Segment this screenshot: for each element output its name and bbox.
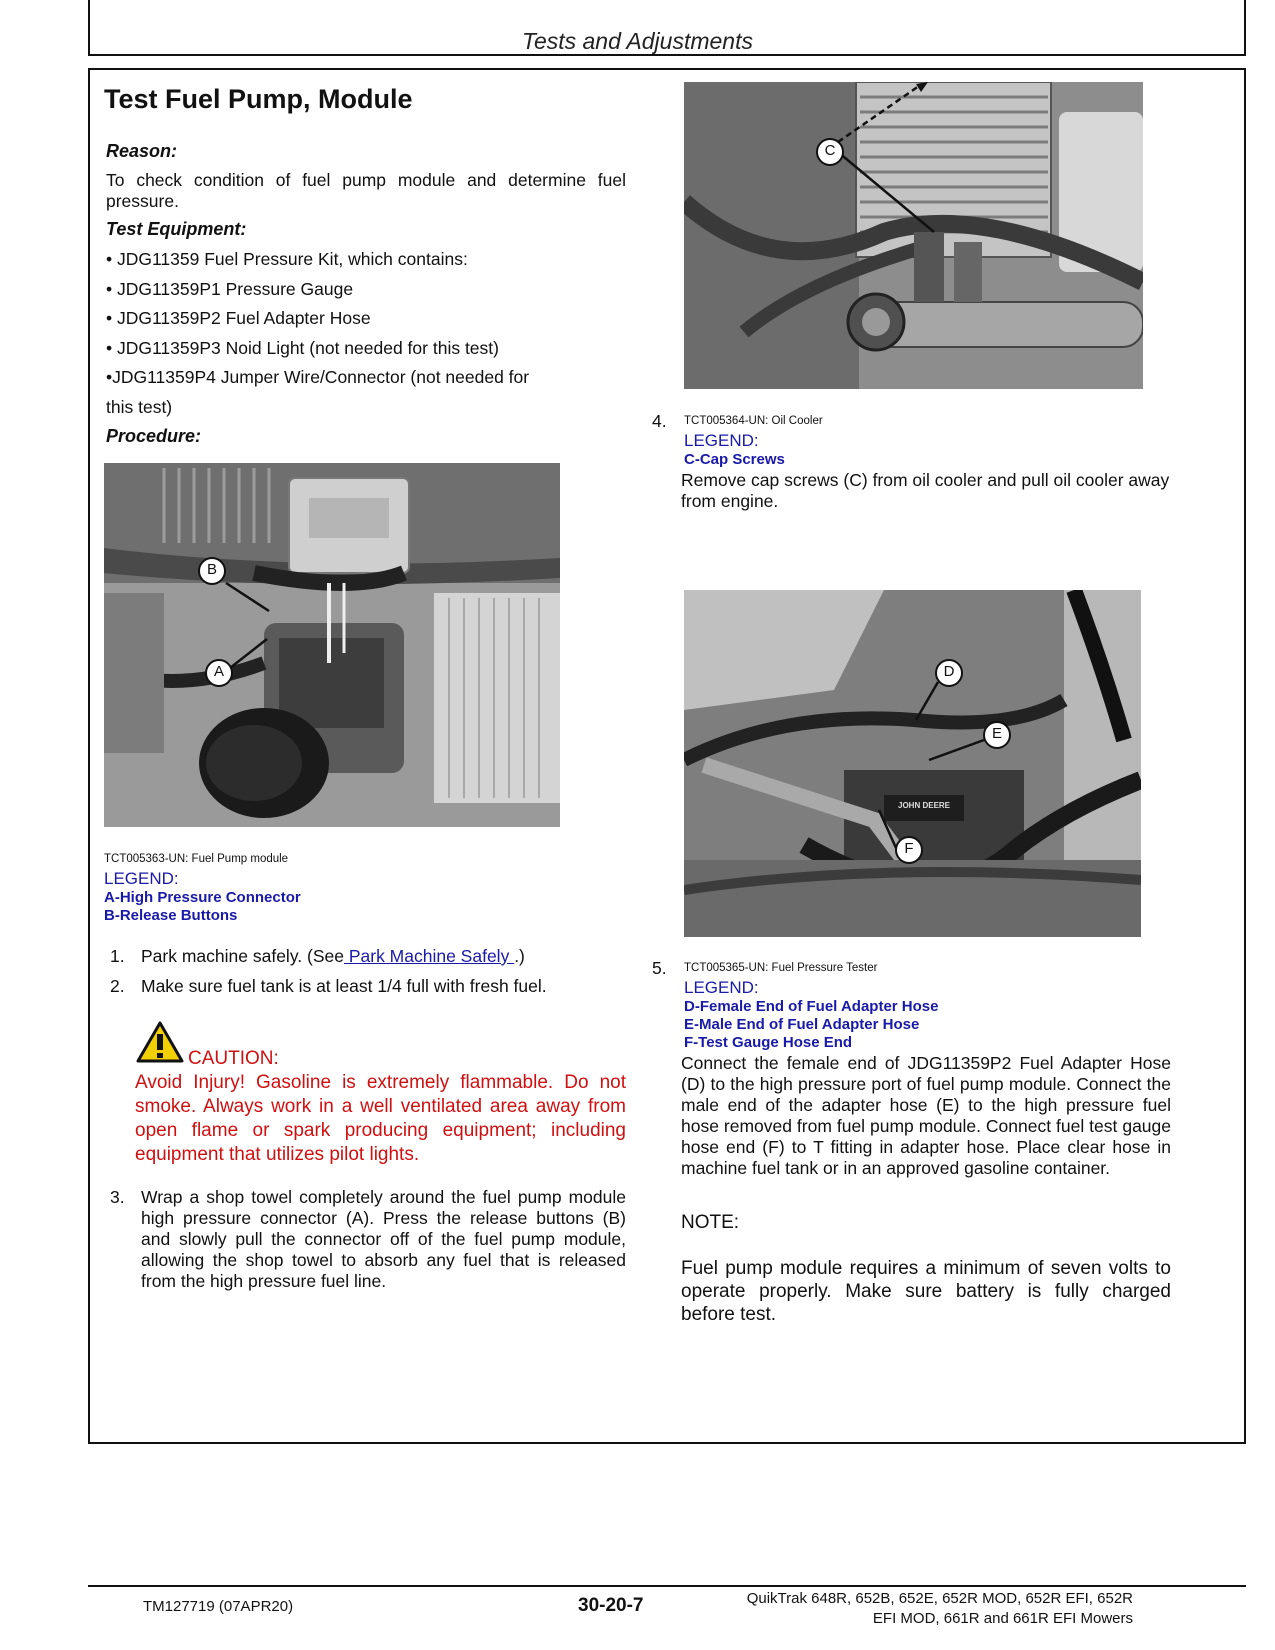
procedure-heading: Procedure:	[106, 426, 202, 446]
step-2-text: Make sure fuel tank is at least 1/4 full with fresh fuel.	[141, 976, 547, 996]
fig3-caption: TCT005365-UN: Fuel Pressure Tester	[684, 962, 878, 974]
fig2-legend-heading: LEGEND:	[684, 431, 759, 450]
step-1-text	[141, 946, 525, 967]
fig3-legend-heading: LEGEND:	[684, 978, 759, 997]
park-machine-safely-link[interactable]: Park Machine Safely	[343, 946, 515, 966]
models-line-1: QuikTrak 648R, 652B, 652E, 652R MOD, 652R EFI, 652R	[746, 1590, 1133, 1607]
step-1-post: .)	[514, 946, 525, 966]
callout-d: D	[943, 663, 955, 680]
fig2-caption: TCT005364-UN: Oil Cooler	[684, 415, 823, 427]
fuel-pump-photo	[104, 463, 560, 827]
callout-b: B	[206, 561, 217, 578]
page-title: Test Fuel Pump, Module	[104, 84, 413, 114]
fig1-legend-item: A-High Pressure Connector	[104, 889, 301, 906]
oil-cooler-photo	[684, 82, 1143, 389]
equipment-heading: Test Equipment:	[106, 219, 247, 239]
fig2-legend-item: C-Cap Screws	[684, 451, 785, 468]
footer-divider	[88, 1585, 1246, 1587]
equipment-item: • JDG11359P2 Fuel Adapter Hose	[106, 308, 371, 328]
photo-label: JOHN DEERE	[898, 801, 951, 810]
step-1-pre: Park machine safely. (See	[141, 946, 344, 966]
page-number: 30-20-7	[578, 1595, 644, 1616]
reason-text: To check condition of fuel pump module and determine fuel pressure.	[106, 170, 626, 211]
caution-label: CAUTION:	[188, 1048, 279, 1069]
step-5-text: Connect the female end of JDG11359P2 Fuel Adapter Hose (D) to the high pressure port of fuel pump module. Connect the male end of the adapter hose (E) to the high pressure fuel hose removed from fuel pump module. Connect fuel test gauge hose end (F) to T fitting in adapter hose. Place clear hose in machine fuel tank or in an approved gasoline container.	[681, 1053, 1171, 1178]
callout-a: A	[213, 663, 224, 680]
equipment-item: • JDG11359P1 Pressure Gauge	[106, 279, 354, 299]
note-text: Fuel pump module requires a minimum of seven volts to operate properly. Make sure battery is fully charged before test.	[681, 1258, 1171, 1325]
step-number: 2.	[110, 976, 125, 996]
warning-icon	[136, 1020, 184, 1069]
doc-id: TM127719 (07APR20)	[143, 1598, 294, 1615]
step-4-text: Remove cap screws (C) from oil cooler and pull oil cooler away from engine.	[681, 470, 1170, 511]
note-label: NOTE:	[681, 1212, 740, 1233]
fig1-caption: TCT005363-UN: Fuel Pump module	[104, 853, 289, 865]
equipment-item: • JDG11359P3 Noid Light (not needed for this test)	[106, 338, 499, 358]
fig3-legend-item: D-Female End of Fuel Adapter Hose	[684, 998, 939, 1015]
equipment-item: this test)	[106, 397, 173, 417]
fig3-legend-item: E-Male End of Fuel Adapter Hose	[684, 1016, 920, 1033]
step-number: 4.	[652, 411, 667, 431]
step-number: 3.	[110, 1187, 125, 1207]
step-number: 5.	[652, 958, 667, 978]
fig1-legend-item: B-Release Buttons	[104, 907, 238, 924]
section-title: Tests and Adjustments	[522, 28, 753, 54]
step-3-text: Wrap a shop towel completely around the fuel pump module high pressure connector (A). Press the release buttons (B) and slowly pull the connector off of the fuel pump module, allowing the shop towel to absorb any fuel that is released from the high pressure fuel line.	[141, 1187, 626, 1291]
equipment-item: •JDG11359P4 Jumper Wire/Connector (not needed for	[106, 367, 530, 387]
caution-text: Avoid Injury! Gasoline is extremely flammable. Do not smoke. Always work in a well ventilated area away from open flame or spark producing equipment; including equipment that utilizes pilot lights.	[135, 1072, 626, 1165]
fig3-legend-item: F-Test Gauge Hose End	[684, 1034, 853, 1051]
equipment-item: • JDG11359 Fuel Pressure Kit, which contains:	[106, 249, 468, 269]
callout-f: F	[904, 840, 914, 857]
callout-c: C	[824, 142, 836, 159]
callout-e: E	[991, 725, 1002, 742]
models-line-2: EFI MOD, 661R and 661R EFI Mowers	[872, 1610, 1133, 1627]
fig1-legend-heading: LEGEND:	[104, 869, 179, 888]
step-number: 1.	[110, 946, 125, 966]
fuel-pressure-tester-photo	[684, 590, 1141, 937]
reason-heading: Reason:	[106, 141, 178, 161]
